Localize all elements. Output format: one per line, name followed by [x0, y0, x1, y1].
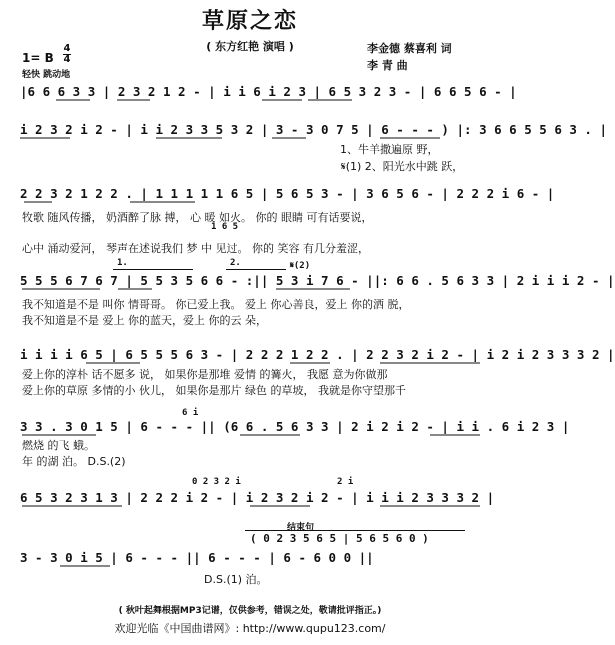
lyric-line-3: 牧歌 随风传播， 奶酒醉了脉 搏， 心 暖 如火。 你的 眼睛 可有话要说， [22, 211, 373, 224]
key-signature: 1= B [22, 51, 54, 65]
time-signature-bottom: 4 [63, 54, 71, 65]
notation-row-1: |6 6 6 3 3 | 2 3 2 1 2 - | i i 6 i 2 3 | 6 5 3 2 3 - | 6 6 5 6 - | [20, 84, 517, 99]
notation-row-5: i i i i 6 5 | 6 5 5 5 6 3 - | 2 2 2 1 2 2 . | 2 2 3 2 i 2 - | i 2 i 2 3 3 3 2 | [20, 347, 615, 362]
tempo-marking: 轻快 跳动地 [22, 70, 71, 80]
lyric-line-7: 爱上你的淳朴 话不愿多 说， 如果你是那堆 爱情 的篝火， 我愿 意为你做那 [22, 368, 388, 381]
above-notes-3: 2 i [337, 477, 354, 487]
lyric-line-4: 心中 涌动爱河， 琴声在述说我们 梦 中 见过。 你的 笑容 有几分羞涩， [22, 242, 369, 255]
lyric-line-1: 1、牛羊撒遍原 野， [340, 143, 439, 156]
fine-label: 结束句 [287, 523, 315, 533]
above-notes-1: 1 6 5 [211, 222, 239, 232]
notation-row-4: 5 5 5 6 7 6 7 | 5 5 3 5 6 6 - :|| 5 3 i 7 6 - ||: 6 6 . 5 6 3 3 | 2 i i i 2 - | [20, 273, 615, 288]
volta-1-label: 1. [117, 258, 128, 268]
above-notes-4: 6 i [182, 408, 199, 418]
transcription-note: ( 秋叶起舞根据MP3记谱，仅供参考，错误之处，敬请批评指正。) [118, 606, 382, 616]
lyric-line-10: 年 的湖 泊。 D.S.(2) [22, 455, 126, 468]
notation-row-6: 3 3 . 3 0 1 5 | 6 - - - || (6 6 . 5 6 3 3 | 2 i 2 i 2 - | i i . 6 i 2 3 | [20, 419, 570, 434]
singer-line: ( 东方红艳 演唱 ) [206, 40, 294, 53]
lyric-line-5: 我不知道是不是 叫你 情哥哥。 你已爱上我。 爱上 你心善良，爱上 你的洒 脱， [22, 298, 410, 311]
lyricist-credit: 李金德 蔡喜利 词 [367, 42, 452, 55]
notation-row-3: 2 2 3 2 1 2 2 . | 1 1 1 1 1 6 5 | 5 6 5 3 - | 3 6 5 6 - | 2 2 2 i 6 - | [20, 186, 555, 201]
song-title: 草原之恋 [201, 9, 298, 34]
above-notes-2: 0 2 3 2 i [192, 477, 241, 487]
notation-row-8: 3 - 3 0 i 5 | 6 - - - || 6 - - - | 6 - 6 0 0 || [20, 550, 374, 565]
notation-row-7: 6 5 3 2 3 1 3 | 2 2 2 i 2 - | i 2 3 2 i 2 - | i i i 2 3 3 3 2 | [20, 490, 495, 505]
fine-bracket-notes: ( 0 2 3 5 6 5 | 5 6 5 6 0 ) [250, 532, 429, 545]
segno-2: 𝄋(2) [290, 261, 311, 271]
lyric-line-9: 燃烧 的飞 蛾。 [22, 439, 95, 452]
lyric-line-11: D.S.(1) 泊。 [204, 573, 268, 586]
lyric-line-2: 𝄋(1) 2、阳光水中跳 跃， [341, 160, 464, 173]
composer-credit: 李 青 曲 [367, 59, 408, 72]
time-signature-top: 4 [63, 43, 71, 54]
notation-row-2: i 2 3 2 i 2 - | i i 2 3 3 5 3 2 | 3 - 3 0 7 5 | 6 - - - ) |: 3 6 6 5 5 6 3 . | [20, 122, 607, 137]
volta-2-label: 2. [230, 258, 241, 268]
lyric-line-6: 我不知道是不是 爱上 你的蓝天，爱上 你的云 朵， [22, 314, 267, 327]
site-url: 欢迎光临《中国曲谱网》: http://www.qupu123.com/ [114, 622, 386, 635]
lyric-line-8: 爱上你的草原 多情的小 伙儿， 如果你是那片 绿色 的草坡， 我就是你守望那千 [22, 384, 406, 397]
